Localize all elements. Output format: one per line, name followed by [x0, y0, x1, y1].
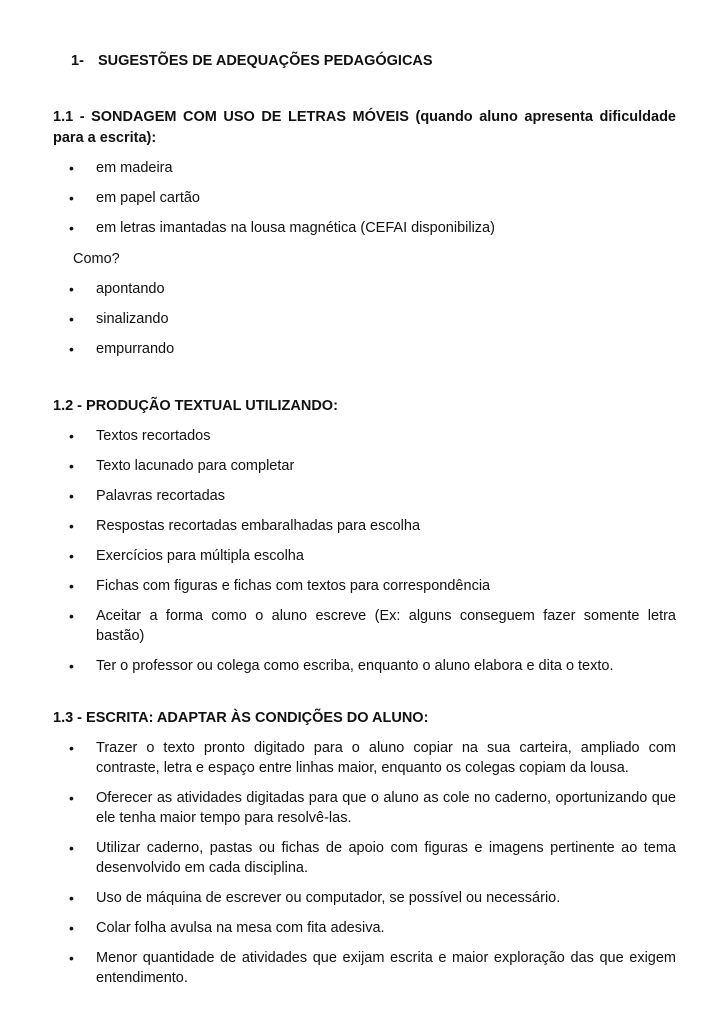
- list-item: • Uso de máquina de escrever ou computador, se possível ou necessário.: [69, 890, 561, 906]
- list-item: • sinalizando: [69, 311, 169, 327]
- section-escrita: [53, 708, 676, 988]
- material-list: [53, 158, 676, 238]
- bullet-icon: •: [69, 488, 74, 504]
- bullet-icon: •: [69, 740, 74, 756]
- bullet-icon: •: [69, 950, 74, 966]
- bullet-icon: •: [69, 920, 74, 936]
- producao-list: [53, 426, 676, 676]
- list-item: • Aceitar a forma como o aluno escreve (Ex: alguns conseguem fazer somente letra bastão): [69, 608, 676, 644]
- bullet-icon: •: [69, 190, 74, 206]
- list-item: • em papel cartão: [69, 190, 200, 206]
- list-item: • em madeira: [69, 160, 173, 176]
- bullet-icon: •: [69, 890, 74, 906]
- heading-text: SUGESTÕES DE ADEQUAÇÕES PEDAGÓGICAS: [97, 53, 433, 69]
- section-title-1-3: 1.3 - ESCRITA: ADAPTAR ÀS CONDIÇÕES DO ALUNO:: [53, 710, 429, 726]
- section-title-1-1-line2: para a escrita):: [53, 130, 157, 146]
- bullet-icon: •: [69, 341, 74, 357]
- list-item: • Palavras recortadas: [69, 488, 225, 504]
- escrita-list: [53, 738, 676, 988]
- list-item: • Respostas recortadas embaralhadas para escolha: [69, 518, 421, 534]
- bullet-icon: •: [69, 458, 74, 474]
- bullet-icon: •: [69, 281, 74, 297]
- bullet-icon: •: [69, 608, 74, 624]
- list-item: • Trazer o texto pronto digitado para o aluno copiar na sua carteira, ampliado com contraste, letra e espaço entre linhas maior, enquanto os colegas copiam da lousa.: [69, 740, 676, 776]
- list-item: • Textos recortados: [69, 428, 211, 444]
- list-item: • Utilizar caderno, pastas ou fichas de apoio com figuras e imagens pertinente ao tema desenvolvido em cada disciplina.: [69, 840, 676, 876]
- list-item: • Menor quantidade de atividades que exijam escrita e maior exploração das que exigem entendimento.: [69, 950, 676, 986]
- section-title-1-1-line1: 1.1 - SONDAGEM COM USO DE LETRAS MÓVEIS (quando aluno apresenta dificuldade: [53, 109, 676, 125]
- list-item: • Ter o professor ou colega como escriba, enquanto o aluno elabora e dita o texto.: [69, 658, 614, 674]
- section-producao-textual: [53, 396, 676, 676]
- section-title-1-2: 1.2 - PRODUÇÃO TEXTUAL UTILIZANDO:: [53, 398, 338, 414]
- bullet-icon: •: [69, 840, 74, 856]
- bullet-icon: •: [69, 428, 74, 444]
- list-item: • empurrando: [69, 341, 175, 357]
- bullet-icon: •: [69, 220, 74, 236]
- list-item: • Texto lacunado para completar: [69, 458, 295, 474]
- bullet-icon: •: [69, 311, 74, 327]
- main-heading: [71, 51, 433, 71]
- list-item: • apontando: [69, 281, 165, 297]
- list-item: • Oferecer as atividades digitadas para que o aluno as cole no caderno, oportunizando que ele tenha maior tempo para resolvê-las.: [69, 790, 676, 826]
- bullet-icon: •: [69, 658, 74, 674]
- bullet-icon: •: [69, 578, 74, 594]
- bullet-icon: •: [69, 518, 74, 534]
- bullet-icon: •: [69, 160, 74, 176]
- como-list: [53, 279, 676, 359]
- heading-number: 1-: [71, 53, 84, 69]
- section-sondagem: [53, 107, 676, 359]
- list-item: • Exercícios para múltipla escolha: [69, 548, 304, 564]
- list-item: • Fichas com figuras e fichas com textos para correspondência: [69, 578, 491, 594]
- como-label: Como?: [73, 251, 120, 267]
- bullet-icon: •: [69, 548, 74, 564]
- list-item: • Colar folha avulsa na mesa com fita adesiva.: [69, 920, 385, 936]
- bullet-icon: •: [69, 790, 74, 806]
- list-item: • em letras imantadas na lousa magnética (CEFAI disponibiliza): [69, 220, 495, 236]
